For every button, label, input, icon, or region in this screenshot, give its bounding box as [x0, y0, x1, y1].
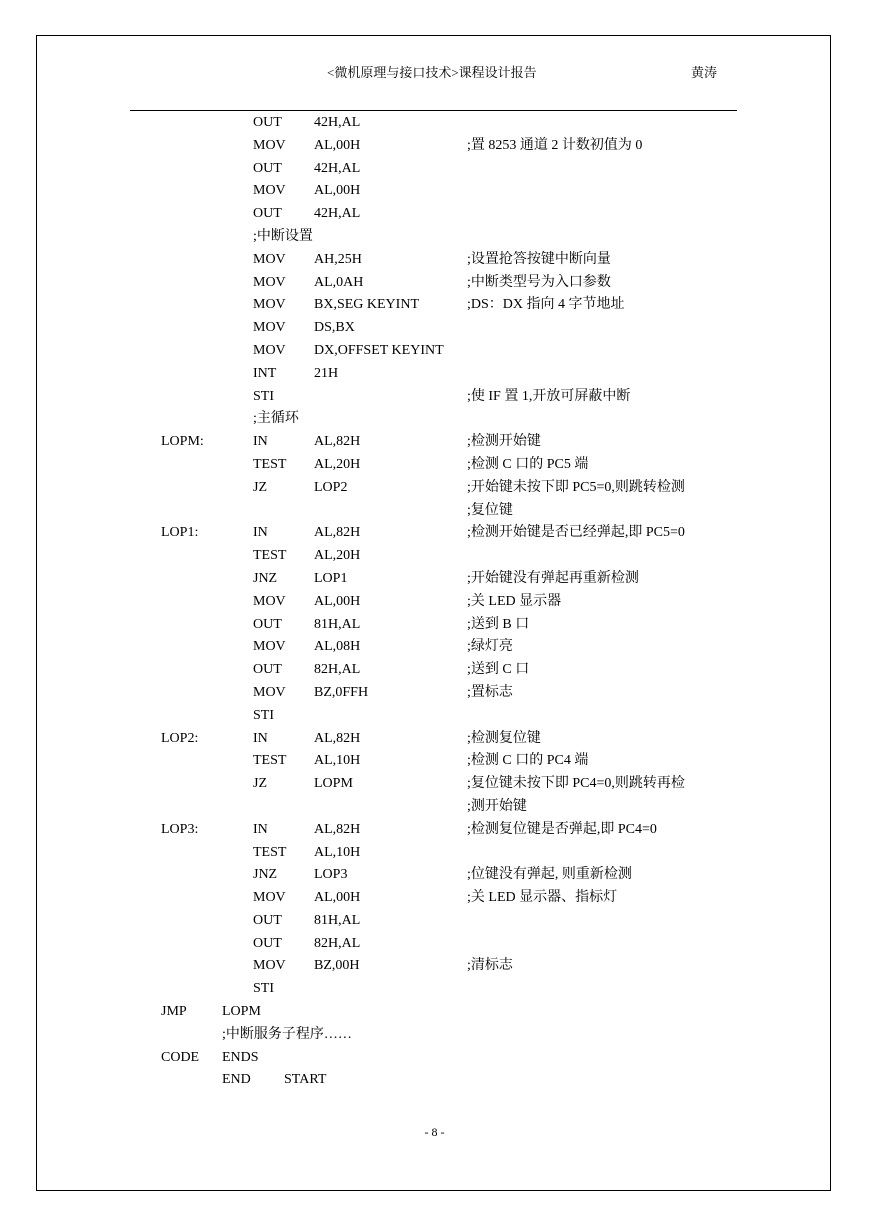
- code-opcode: MOV: [253, 274, 286, 290]
- code-line: [0, 614, 869, 637]
- code-line: [0, 1047, 869, 1070]
- header-divider: [130, 110, 737, 111]
- code-operand: LOP3: [314, 867, 348, 883]
- code-line: [0, 454, 869, 477]
- code-comment: ;复位键: [467, 502, 513, 518]
- code-opcode: MOV: [253, 183, 286, 199]
- code-line: [0, 112, 869, 135]
- code-operand: AL,20H: [314, 548, 361, 564]
- code-operand: AL,00H: [314, 890, 361, 906]
- code-opcode: TEST: [253, 456, 287, 472]
- code-label: LOPM:: [161, 434, 204, 450]
- code-opcode: IN: [253, 434, 268, 450]
- code-operand: LOPM: [314, 776, 353, 792]
- code-opcode: INT: [253, 365, 277, 381]
- code-opcode: STI: [253, 707, 274, 723]
- code-line: [0, 705, 869, 728]
- code-line: [0, 180, 869, 203]
- code-line: [0, 158, 869, 181]
- code-operand: 81H,AL: [314, 616, 361, 632]
- code-line: [0, 819, 869, 842]
- assembly-code-listing: [0, 112, 869, 1092]
- code-line: [0, 636, 869, 659]
- code-opcode: MOV: [253, 890, 286, 906]
- code-operand: BZ,0FFH: [314, 684, 369, 700]
- code-operand: 42H,AL: [314, 115, 361, 130]
- code-comment: ;位键没有弹起, 则重新检测: [467, 867, 632, 883]
- code-operand: AL,10H: [314, 753, 361, 769]
- code-operand: AL,00H: [314, 137, 361, 153]
- code-operand: DS,BX: [314, 320, 355, 336]
- code-comment: ;送到 C 口: [467, 662, 530, 678]
- code-line: [0, 842, 869, 865]
- code-opcode: IN: [253, 730, 268, 746]
- code-opcode: MOV: [253, 137, 286, 153]
- code-comment: ;置 8253 通道 2 计数初值为 0: [467, 137, 643, 153]
- code-section-comment: ;主循环: [253, 411, 299, 427]
- code-opcode: JZ: [253, 479, 267, 495]
- code-opcode: OUT: [253, 935, 282, 951]
- code-label: CODE: [161, 1049, 200, 1065]
- code-comment: ;关 LED 显示器: [467, 593, 562, 609]
- code-line: [0, 272, 869, 295]
- code-opcode: IN: [253, 525, 268, 541]
- code-operand: AH,25H: [314, 251, 362, 267]
- code-line: [0, 887, 869, 910]
- code-label: JMP: [161, 1004, 187, 1020]
- code-opcode: JNZ: [253, 867, 278, 883]
- code-line: [0, 864, 869, 887]
- code-comment: ;检测 C 口的 PC4 端: [467, 753, 589, 769]
- code-line: [0, 522, 869, 545]
- page-header-author: 黄涛: [691, 65, 718, 80]
- code-operand: LOP2: [314, 479, 348, 495]
- code-opcode: MOV: [253, 684, 286, 700]
- code-line: [0, 500, 869, 523]
- code-line: [0, 249, 869, 272]
- code-line: [0, 431, 869, 454]
- code-comment: ;清标志: [467, 958, 513, 974]
- code-opcode: OUT: [253, 115, 282, 130]
- code-opcode: MOV: [253, 593, 286, 609]
- code-line: [0, 135, 869, 158]
- code-line: [0, 1069, 869, 1092]
- code-line: [0, 682, 869, 705]
- code-operand: AL,20H: [314, 456, 361, 472]
- code-comment: ;DS：DX 指向 4 字节地址: [467, 297, 625, 313]
- code-comment: ;绿灯亮: [467, 639, 513, 655]
- code-opcode: MOV: [253, 958, 286, 974]
- code-operand: AL,10H: [314, 844, 361, 860]
- code-operand: 42H,AL: [314, 206, 361, 222]
- code-operand: 81H,AL: [314, 912, 361, 928]
- code-opcode: TEST: [253, 844, 287, 860]
- code-comment: ;检测开始键: [467, 434, 541, 450]
- code-operand: AL,08H: [314, 639, 361, 655]
- code-line: [0, 933, 869, 956]
- code-label: LOP3:: [161, 821, 199, 837]
- code-line: [0, 1001, 869, 1024]
- code-operand: DX,OFFSET KEYINT: [314, 342, 444, 358]
- code-line: [0, 386, 869, 409]
- code-comment: ;中断类型号为入口参数: [467, 274, 611, 290]
- code-operand: 82H,AL: [314, 662, 361, 678]
- code-line: [0, 203, 869, 226]
- code-operand: BX,SEG KEYINT: [314, 297, 419, 313]
- code-line: [0, 363, 869, 386]
- code-line: [0, 773, 869, 796]
- code-opcode: JNZ: [253, 570, 278, 586]
- page-number: - 8 -: [424, 1125, 445, 1139]
- code-line: [0, 750, 869, 773]
- code-operand: 42H,AL: [314, 160, 361, 176]
- code-operand: AL,82H: [314, 525, 361, 541]
- code-opcode: STI: [253, 981, 274, 997]
- code-line: [0, 408, 869, 431]
- code-comment: ;检测复位键是否弹起,即 PC4=0: [467, 821, 657, 837]
- code-opcode: TEST: [253, 548, 287, 564]
- code-line: [0, 477, 869, 500]
- code-operand: 21H: [314, 365, 339, 381]
- code-opcode: TEST: [253, 753, 287, 769]
- code-line: [0, 1024, 869, 1047]
- code-line: [0, 910, 869, 933]
- code-comment: ;关 LED 显示器、指标灯: [467, 890, 618, 906]
- code-operand: START: [284, 1072, 327, 1088]
- code-operand: AL,00H: [314, 183, 361, 199]
- code-comment: ;开始键没有弹起再重新检测: [467, 570, 639, 586]
- code-comment: ;检测开始键是否已经弹起,即 PC5=0: [467, 525, 685, 541]
- code-line: [0, 340, 869, 363]
- code-opcode: MOV: [253, 320, 286, 336]
- code-comment: ;设置抢答按键中断向量: [467, 251, 611, 267]
- code-comment: ;复位键未按下即 PC4=0,则跳转再检: [467, 776, 685, 792]
- code-operand: AL,0AH: [314, 274, 364, 290]
- code-comment: ;检测复位键: [467, 730, 541, 746]
- code-operand: 82H,AL: [314, 935, 361, 951]
- code-opcode: MOV: [253, 342, 286, 358]
- code-line: [0, 955, 869, 978]
- code-label: LOP1:: [161, 525, 199, 541]
- code-opcode: JZ: [253, 776, 267, 792]
- code-section-comment: ;中断设置: [253, 228, 313, 244]
- code-comment: ;检测 C 口的 PC5 端: [467, 456, 589, 472]
- code-opcode: STI: [253, 388, 274, 404]
- code-operand: BZ,00H: [314, 958, 360, 974]
- code-line: [0, 978, 869, 1001]
- code-opcode: OUT: [253, 616, 282, 632]
- code-opcode: LOPM: [222, 1004, 261, 1020]
- code-comment: ;置标志: [467, 684, 513, 700]
- code-opcode: MOV: [253, 297, 286, 313]
- code-opcode: ;中断服务子程序……: [222, 1026, 352, 1042]
- code-line: [0, 659, 869, 682]
- page-header-title: <微机原理与接口技术>课程设计报告: [327, 65, 537, 80]
- code-operand: AL,82H: [314, 730, 361, 746]
- code-opcode: OUT: [253, 206, 282, 222]
- code-label: LOP2:: [161, 730, 199, 746]
- code-comment: ;送到 B 口: [467, 616, 530, 632]
- code-line: [0, 728, 869, 751]
- code-opcode: END: [222, 1072, 251, 1088]
- code-line: [0, 796, 869, 819]
- code-line: [0, 591, 869, 614]
- code-operand: LOP1: [314, 570, 348, 586]
- code-operand: AL,82H: [314, 821, 361, 837]
- code-opcode: IN: [253, 821, 268, 837]
- code-opcode: MOV: [253, 639, 286, 655]
- code-operand: AL,00H: [314, 593, 361, 609]
- code-comment: ;开始键未按下即 PC5=0,则跳转检测: [467, 479, 685, 495]
- code-line: [0, 568, 869, 591]
- code-line: [0, 545, 869, 568]
- code-line: [0, 226, 869, 249]
- code-comment: ;测开始键: [467, 798, 527, 814]
- code-operand: AL,82H: [314, 434, 361, 450]
- code-line: [0, 294, 869, 317]
- code-comment: ;使 IF 置 1,开放可屏蔽中断: [467, 388, 631, 404]
- code-line: [0, 317, 869, 340]
- code-opcode: OUT: [253, 160, 282, 176]
- code-opcode: ENDS: [222, 1049, 259, 1065]
- code-opcode: OUT: [253, 912, 282, 928]
- code-opcode: OUT: [253, 662, 282, 678]
- code-opcode: MOV: [253, 251, 286, 267]
